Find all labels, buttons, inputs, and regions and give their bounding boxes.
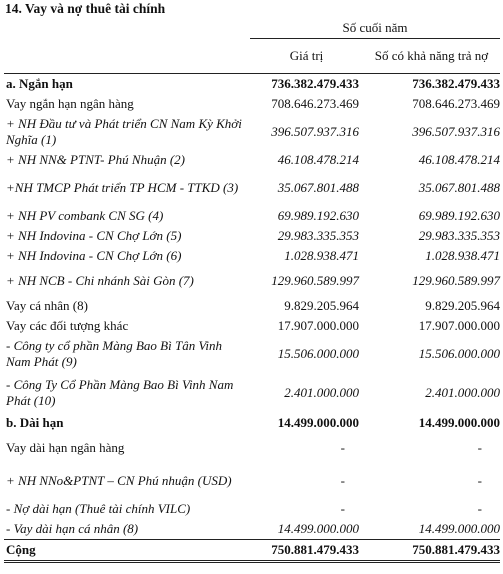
row-label: - Công ty cổ phần Màng Bao Bì Tân Vinh Nam Phát (9) xyxy=(6,338,223,369)
row-repay: 708.646.273.469 xyxy=(412,96,500,111)
table-row-total xyxy=(4,540,500,562)
row-value: 736.382.479.433 xyxy=(271,76,359,91)
header-value-label: Giá trị xyxy=(250,39,363,74)
row-repay: 15.506.000.000 xyxy=(418,346,500,361)
row-label: - Công Ty Cổ Phần Màng Bao Bì Vinh Nam Phát (10) xyxy=(6,376,234,408)
row-value: 14.499.000.000 xyxy=(277,415,359,430)
section-title: 14. Vay và nợ thuê tài chính xyxy=(5,1,166,16)
row-repay: 396.507.937.316 xyxy=(412,124,500,139)
table-row-long-term xyxy=(4,413,500,433)
header-row-group xyxy=(4,18,500,39)
row-value: 14.499.000.000 xyxy=(277,521,359,536)
table-row xyxy=(4,463,500,499)
table-row xyxy=(4,206,500,226)
row-repay: 69.989.192.630 xyxy=(418,208,500,223)
table-row xyxy=(4,150,500,170)
row-value: 2.401.000.000 xyxy=(284,384,359,400)
row-label: - Nợ dài hạn (Thuê tài chính VILC) xyxy=(6,501,191,516)
row-value: 46.108.478.214 xyxy=(277,152,359,167)
row-repay: 29.983.335.353 xyxy=(418,228,500,243)
row-value: 15.506.000.000 xyxy=(277,346,359,361)
row-label: + NH PV combank CN SG (4) xyxy=(6,208,164,223)
row-repay: 14.499.000.000 xyxy=(418,521,500,536)
row-repay: 129.960.589.997 xyxy=(412,273,500,288)
row-label: + NH Indovina - CN Chợ Lớn (6) xyxy=(6,248,182,263)
row-value: - xyxy=(340,501,345,516)
row-value: 1.028.938.471 xyxy=(284,248,359,263)
table-row xyxy=(4,519,500,540)
row-repay: - xyxy=(477,501,482,516)
row-repay: - xyxy=(477,473,482,488)
row-repay: 1.028.938.471 xyxy=(425,248,500,263)
row-value: - xyxy=(340,473,345,488)
header-label-cell xyxy=(4,39,250,74)
row-label: Vay dài hạn ngân hàng xyxy=(6,440,125,455)
header-repay-label: Số có khả năng trả nợ xyxy=(363,39,500,74)
row-label: a. Ngắn hạn xyxy=(6,76,73,91)
loans-table xyxy=(4,18,500,563)
row-repay: - xyxy=(477,440,482,455)
row-label: + NH NCB - Chi nhánh Sài Gòn (7) xyxy=(6,273,194,288)
row-label: b. Dài hạn xyxy=(6,415,64,430)
table-row-short-term xyxy=(4,74,500,95)
row-label: +NH TMCP Phát triển TP HCM - TTKD (3) xyxy=(6,180,239,195)
row-label: + NH NN& PTNT- Phú Nhuận (2) xyxy=(6,152,185,167)
row-label: Vay các đối tượng khác xyxy=(6,318,129,333)
row-repay: 14.499.000.000 xyxy=(418,415,500,430)
row-label: - Vay dài hạn cá nhân (8) xyxy=(6,521,139,536)
row-label: + NH Đầu tư và Phát triển CN Nam Kỳ Khởi Nghĩa (1) xyxy=(6,116,242,147)
row-repay: 736.382.479.433 xyxy=(412,76,500,91)
table-row xyxy=(4,170,500,206)
row-repay: 35.067.801.488 xyxy=(418,180,500,195)
row-value: 29.983.335.353 xyxy=(277,228,359,243)
row-label: Vay ngắn hạn ngân hàng xyxy=(6,96,134,111)
table-row xyxy=(4,499,500,519)
header-row-columns xyxy=(4,39,500,74)
table-row xyxy=(4,94,500,114)
table-row xyxy=(4,296,500,316)
table-row xyxy=(4,266,500,296)
row-value: 708.646.273.469 xyxy=(271,96,359,111)
row-repay: 17.907.000.000 xyxy=(418,318,500,333)
row-label: + NH NNo&PTNT – CN Phú nhuận (USD) xyxy=(6,473,232,488)
row-value: 69.989.192.630 xyxy=(277,208,359,223)
table-row xyxy=(4,316,500,336)
row-repay: 750.881.479.433 xyxy=(363,540,500,562)
row-value: 35.067.801.488 xyxy=(277,180,359,195)
row-value: 9.829.205.964 xyxy=(284,298,359,313)
table-row xyxy=(4,226,500,246)
row-label: + NH Indovina - CN Chợ Lớn (5) xyxy=(6,228,182,243)
header-group-label: Số cuối năm xyxy=(250,18,500,39)
table-row xyxy=(4,246,500,266)
row-repay: 2.401.000.000 xyxy=(425,384,500,400)
row-repay: 9.829.205.964 xyxy=(425,298,500,313)
table-row xyxy=(4,114,500,150)
table-row xyxy=(4,433,500,463)
row-label: Vay cá nhân (8) xyxy=(6,298,88,313)
row-repay: 46.108.478.214 xyxy=(418,152,500,167)
row-value: 750.881.479.433 xyxy=(250,540,363,562)
row-label: Cộng xyxy=(4,540,250,562)
row-value: 396.507.937.316 xyxy=(271,124,359,139)
row-value: - xyxy=(340,440,345,455)
row-value: 17.907.000.000 xyxy=(277,318,359,333)
table-row xyxy=(4,372,500,413)
header-empty-cell xyxy=(4,18,250,39)
table-row xyxy=(4,336,500,372)
row-value: 129.960.589.997 xyxy=(271,273,359,288)
